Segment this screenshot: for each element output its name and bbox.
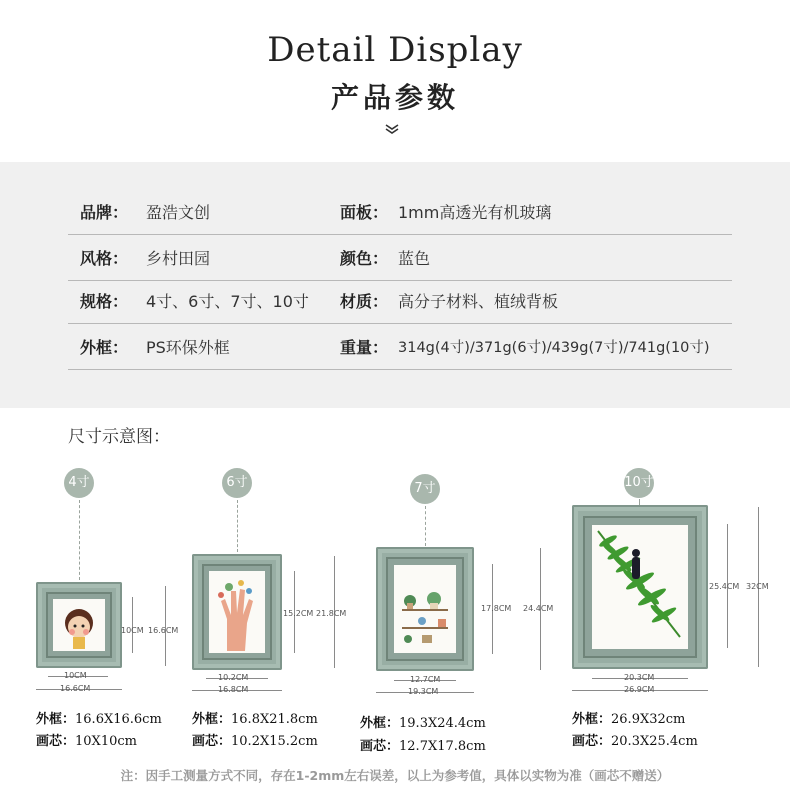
- inner-height-label: 10CM: [121, 626, 144, 635]
- param-value: 314g(4寸)/371g(6寸)/439g(7寸)/741g(10寸): [398, 340, 710, 356]
- size-badge-4: 4寸: [64, 468, 94, 498]
- param-row: [68, 326, 732, 370]
- size-diagram-title: 尺寸示意图：: [68, 427, 170, 447]
- title-chinese: 产品参数: [330, 81, 459, 114]
- inner-width-label: 20.3CM: [624, 673, 655, 682]
- frame-7-inch: [376, 547, 474, 671]
- frame-artwork: [394, 565, 456, 653]
- size-badge-7: 7寸: [410, 474, 440, 504]
- spec-core-7: 画芯：12.7X17.8cm: [360, 739, 486, 754]
- param-label: 风格：: [80, 249, 129, 268]
- outer-width-label: 16.6CM: [60, 684, 91, 693]
- param-row: [68, 191, 732, 235]
- param-label: 品牌：: [80, 203, 129, 222]
- spec-frame-4: 外框：16.6X16.6cm: [36, 712, 162, 727]
- spec-frame-7: 外框：19.3X24.4cm: [360, 716, 486, 731]
- dashed-connector: [79, 500, 80, 580]
- frame-artwork: [53, 599, 105, 651]
- outer-width-label: 26.9CM: [624, 685, 655, 694]
- dashed-connector: [425, 506, 426, 546]
- outer-height-label: 32CM: [746, 582, 769, 591]
- spec-core-10: 画芯：20.3X25.4cm: [572, 734, 698, 749]
- inner-width-label: 10.2CM: [218, 673, 249, 682]
- frame-6-inch: [192, 554, 282, 670]
- header: [0, 0, 790, 162]
- inner-width-label: 10CM: [64, 671, 87, 680]
- chevron-down-icon: [384, 122, 400, 136]
- size-badge-6: 6寸: [222, 468, 252, 498]
- outer-width-label: 16.8CM: [218, 685, 249, 694]
- spec-frame-6: 外框：16.8X21.8cm: [192, 712, 318, 727]
- dashed-connector: [237, 500, 238, 552]
- frame-artwork: [592, 525, 688, 649]
- parameter-panel: [0, 162, 790, 408]
- param-label: 外框：: [80, 338, 129, 357]
- frame-4-inch: [36, 582, 122, 668]
- outer-height-label: 21.8CM: [316, 609, 347, 618]
- spec-core-6: 画芯：10.2X15.2cm: [192, 734, 318, 749]
- param-label: 材质：: [340, 292, 389, 311]
- disclaimer-note: 注：因手工测量方式不同，存在1-2mm左右误差，以上为参考值，具体以实物为准（画芯不赠送）: [120, 768, 670, 783]
- param-value: 蓝色: [398, 249, 431, 268]
- spec-frame-10: 外框：26.9X32cm: [572, 712, 686, 727]
- param-value: 4寸、6寸、7寸、10寸: [146, 292, 309, 311]
- outer-height-label: 16.6CM: [148, 626, 179, 635]
- inner-height-label: 25.4CM: [709, 582, 740, 591]
- outer-width-label: 19.3CM: [408, 687, 439, 696]
- inner-height-label: 17.8CM: [481, 604, 512, 613]
- plants-illustration-icon: [394, 565, 456, 653]
- inner-width-label: 12.7CM: [410, 675, 441, 684]
- param-label: 规格：: [80, 292, 129, 311]
- inner-height-label: 15.2CM: [283, 609, 314, 618]
- outer-height-label: 24.4CM: [523, 604, 554, 613]
- param-value: 1mm高透光有机玻璃: [398, 203, 552, 222]
- fern-illustration-icon: [592, 525, 688, 649]
- size-badge-10: 10寸: [624, 468, 654, 498]
- title-english: Detail Display: [267, 30, 523, 70]
- param-label: 颜色：: [340, 249, 389, 268]
- param-value: 高分子材料、植绒背板: [398, 292, 559, 311]
- hand-illustration-icon: [209, 571, 265, 653]
- girl-illustration-icon: [53, 599, 105, 651]
- spec-core-4: 画芯：10X10cm: [36, 734, 137, 749]
- param-label: 重量：: [340, 338, 389, 357]
- param-label: 面板：: [340, 203, 389, 222]
- param-row: [68, 237, 732, 281]
- param-value: 乡村田园: [146, 249, 211, 268]
- param-value: PS环保外框: [146, 338, 230, 357]
- param-row: [68, 280, 732, 324]
- frame-artwork: [209, 571, 265, 653]
- param-value: 盈浩文创: [146, 203, 211, 222]
- frame-10-inch: [572, 505, 708, 669]
